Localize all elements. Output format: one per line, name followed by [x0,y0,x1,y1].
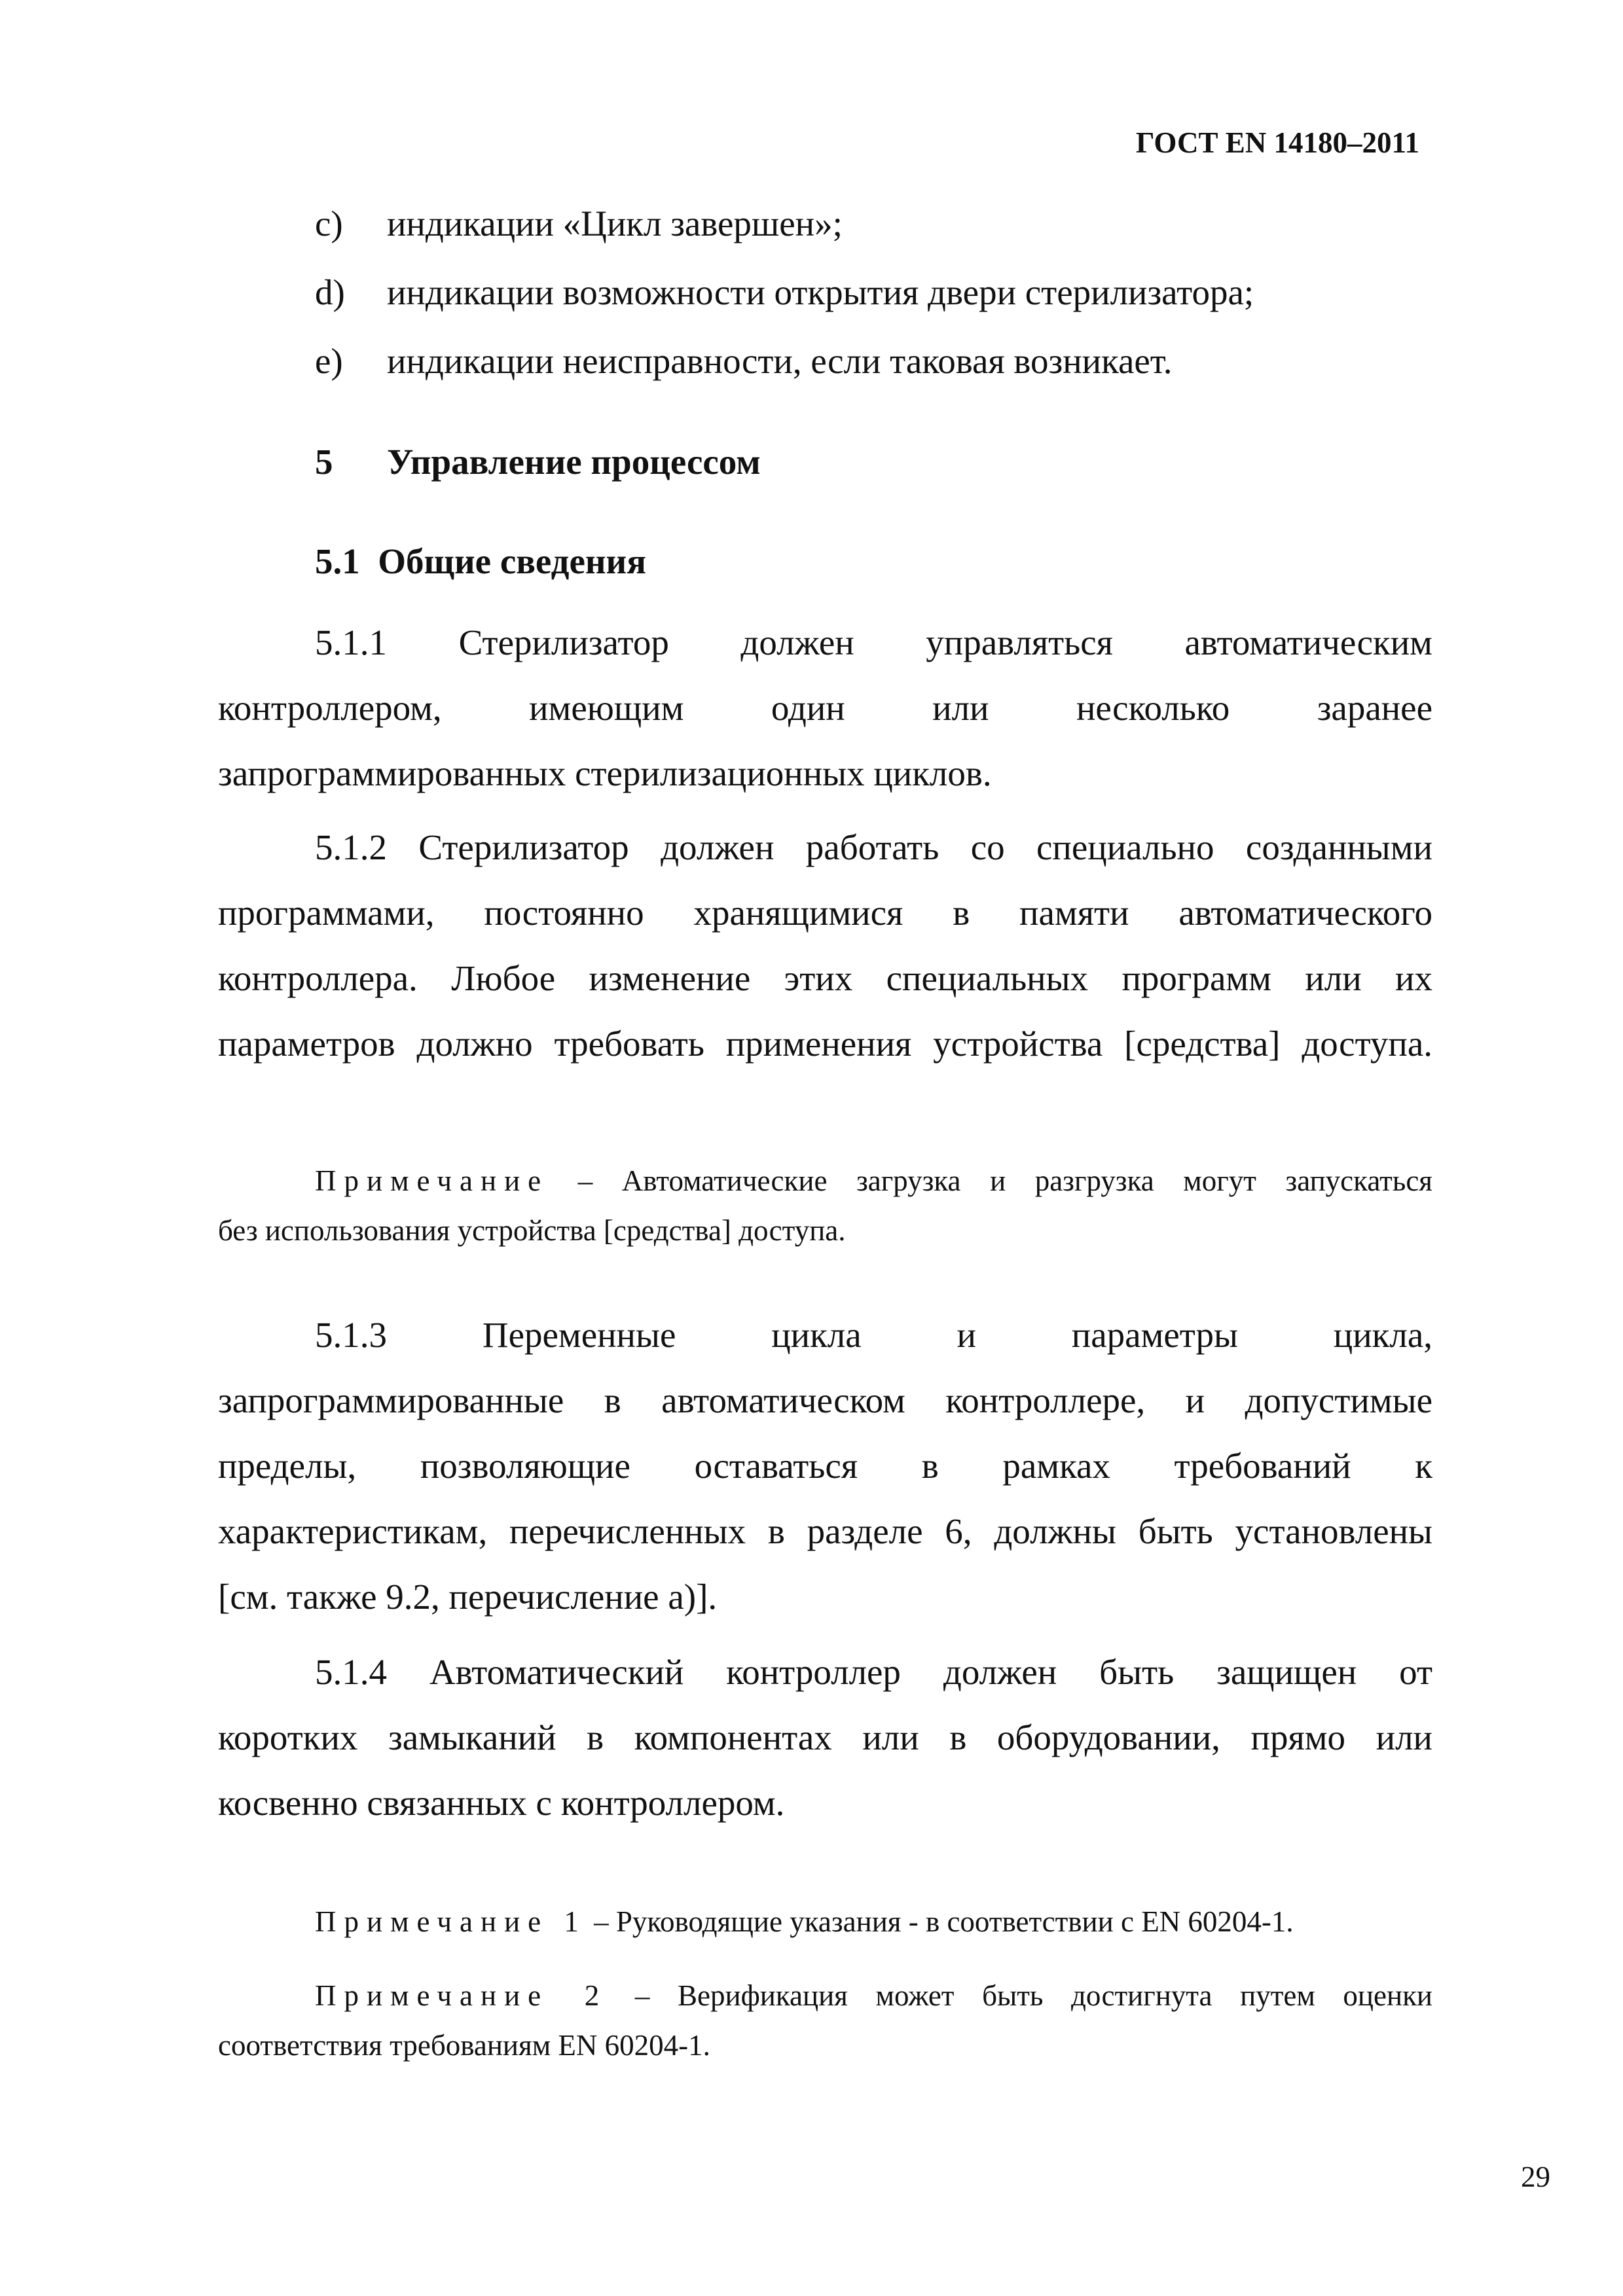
paragraph-line: 5.1.2 Стерилизатор должен работать со специально созданными [315,827,1432,867]
page-number: 29 [1521,2161,1550,2193]
paragraph-line: 5.1.1 Стерилизатор должен управляться автоматическим [315,622,1432,662]
paragraph-5-1-3 [218,1302,1432,1630]
note-block [218,1897,1432,1946]
subsection-heading: 5.1 Общие сведения [315,541,646,581]
paragraph-line: характеристикам, перечисленных в разделе 6, должны быть установлены [218,1511,1432,1551]
list-item-text: индикации возможности открытия двери стерилизатора; [387,272,1254,312]
note-line [218,1971,1432,2020]
section-title: Управление процессом [387,442,761,482]
note-dash: – [607,1979,678,2012]
note-line: без использования устройства [средства] доступа. [218,1214,846,1247]
note-label: Примечание 1 [315,1905,587,1938]
section-number: 5 [315,442,333,482]
list-item [315,340,1172,382]
paragraph-line: косвенно связанных с контроллером. [218,1783,785,1823]
list-item-text: индикации неисправности, если таковая возникает. [387,341,1173,381]
note-line [218,1156,1432,1206]
list-item-text: индикации «Цикл завершен»; [387,204,843,243]
paragraph-line: коротких замыканий в компонентах или в оборудовании, прямо или [218,1717,1432,1757]
paragraph-line: запрограммированные в автоматическом контроллере, и допустимые [218,1380,1432,1420]
note-line [218,1897,1432,1946]
paragraph-line: пределы, позволяющие оставаться в рамках требований к [218,1446,1432,1486]
paragraph-5-1-2 [218,815,1432,1077]
note-label: Примечание [315,1164,549,1197]
paragraph-line: программами, постоянно хранящимися в памяти автоматического [218,893,1432,933]
paragraph-line: контроллером, имеющим один или несколько заранее [218,688,1432,728]
note-block [218,1156,1432,1255]
note-label: Примечание 2 [315,1979,608,2012]
note-text: Руководящие указания - в соответствии с EN 60204-1. [615,1905,1294,1938]
note-dash: – [586,1905,616,1938]
list-item-letter: e) [315,341,343,381]
paragraph-line: параметров должно требовать применения устройства [средства] доступа. [218,1024,1432,1064]
paragraph-line: 5.1.4 Автоматический контроллер должен быть защищен от [315,1652,1432,1692]
note-text: Верификация может быть достигнута путем оценки [678,1979,1433,2012]
section-heading [315,441,761,482]
paragraph-5-1-1 [218,610,1432,806]
paragraph-5-1-4 [218,1640,1432,1836]
list-item [315,272,1254,313]
paragraph-line: 5.1.3 Переменные цикла и параметры цикла, [315,1315,1432,1355]
list-item-letter: d) [315,272,345,312]
paragraph-line: запрограммированных стерилизационных циклов. [218,753,992,793]
list-item [315,203,843,244]
note-line: соответствия требованиям EN 60204-1. [218,2029,710,2062]
document-code-header: ГОСТ EN 14180–2011 [1135,126,1419,159]
paragraph-line: контроллера. Любое изменение этих специальных программ или их [218,958,1432,998]
note-dash: – [549,1164,622,1197]
note-block [218,1971,1432,2070]
list-item-letter: c) [315,204,343,243]
note-text: Автоматические загрузка и разгрузка могут запускаться [621,1164,1432,1197]
paragraph-line: [см. также 9.2, перечисление а)]. [218,1577,718,1617]
